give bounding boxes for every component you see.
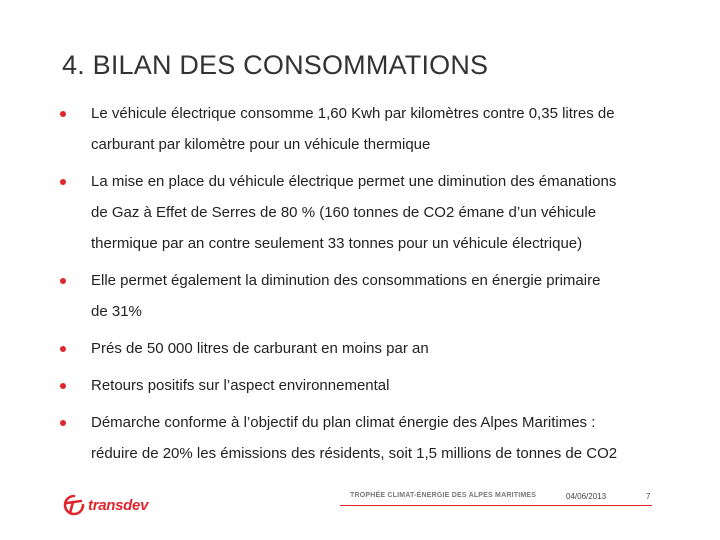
- bullet-dot-icon: [60, 111, 66, 117]
- bullet-line: carburant par kilomètre pour un véhicule thermique: [91, 136, 431, 153]
- bullet-line: de 31%: [91, 303, 142, 320]
- bullet-line: thermique par an contre seulement 33 tonnes pour un véhicule électrique): [91, 235, 583, 252]
- logo-text: transdev: [88, 496, 149, 514]
- footer-divider: [340, 505, 652, 506]
- bullet-line: Prés de 50 000 litres de carburant en moins par an: [91, 340, 429, 357]
- bullet-line: de Gaz à Effet de Serres de 80 % (160 tonnes de CO2 émane d’un véhicule: [91, 204, 597, 221]
- page-number: 7: [646, 492, 651, 501]
- bullet-line: Démarche conforme à l’objectif du plan climat énergie des Alpes Maritimes :: [91, 414, 596, 431]
- bullet-line: La mise en place du véhicule électrique permet une diminution des émanations: [91, 173, 617, 190]
- bullet-item: [60, 333, 660, 364]
- footer-date: 04/06/2013: [566, 492, 607, 501]
- footer-event-title: TROPHÉE CLIMAT-ÉNERGIE DES ALPES MARITIMES: [350, 492, 537, 499]
- bullet-item: [60, 166, 660, 259]
- bullet-line: Elle permet également la diminution des consommations en énergie primaire: [91, 272, 601, 289]
- bullet-dot-icon: [60, 278, 66, 284]
- bullet-dot-icon: [60, 346, 66, 352]
- bullet-list: [60, 98, 660, 475]
- slide-title: 4. BILAN DES CONSOMMATIONS: [62, 50, 489, 80]
- bullet-line: Retours positifs sur l’aspect environnemental: [91, 377, 390, 394]
- bullet-item: [60, 98, 660, 160]
- bullet-item: [60, 370, 660, 401]
- bullet-item: [60, 407, 660, 469]
- bullet-dot-icon: [60, 420, 66, 426]
- transdev-logo: [62, 494, 148, 516]
- transdev-logo-icon: [62, 494, 86, 516]
- slide-footer: [0, 486, 720, 526]
- bullet-line: réduire de 20% les émissions des résidents, soit 1,5 millions de tonnes de CO2: [91, 445, 618, 462]
- bullet-dot-icon: [60, 179, 66, 185]
- bullet-dot-icon: [60, 383, 66, 389]
- bullet-line: Le véhicule électrique consomme 1,60 Kwh par kilomètres contre 0,35 litres de: [91, 105, 615, 122]
- bullet-item: [60, 265, 660, 327]
